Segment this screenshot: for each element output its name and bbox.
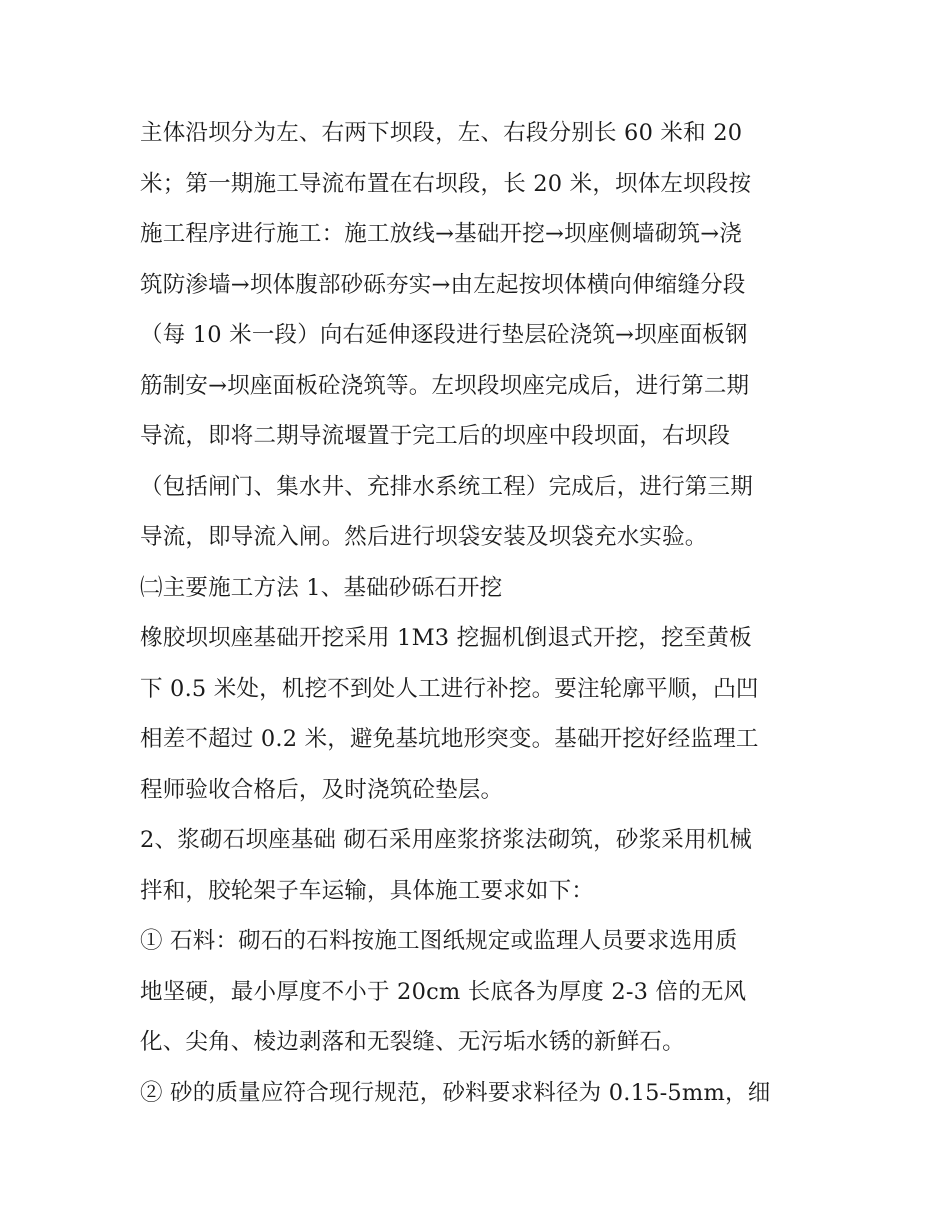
text-line: 相差不超过 0.2 米，避免基坑地形突变。基础开挖好经监理工: [140, 726, 759, 752]
text-line: 主体沿坝分为左、右两下坝段，左、右段分别长 60 米和 20: [140, 120, 743, 146]
text-line: （包括闸门、集水井、充排水系统工程）完成后，进行第三期: [140, 473, 753, 500]
text-line: 筋制安→坝座面板砼浇筑等。左坝段坝座完成后，进行第二期: [140, 372, 750, 399]
text-line: （每 10 米一段）向右延伸逐段进行垫层砼浇筑→坝座面板钢: [140, 322, 748, 348]
text-line: 下 0.5 米处，机挖不到处人工进行补挖。要注轮廓平顺，凸凹: [140, 675, 759, 702]
text-line: 米；第一期施工导流布置在右坝段，长 20 米，坝体左坝段按: [140, 170, 752, 197]
text-line: 筑防渗墙→坝体腹部砂砾夯实→由左起按坝体横向伸缩缝分段: [140, 271, 746, 298]
text-line: 导流，即导流入闸。然后进行坝袋安装及坝袋充水实验。: [140, 524, 708, 550]
text-line: 施工程序进行施工：施工放线→基础开挖→坝座侧墙砌筑→浇: [140, 221, 742, 247]
text-line: 化、尖角、棱边剥落和无裂缝、无污垢水锈的新鲜石。: [140, 1029, 685, 1055]
text-line: 橡胶坝坝座基础开挖采用 1M3 挖掘机倒退式开挖，挖至黄板: [140, 625, 752, 651]
text-line: 2、浆砌石坝座基础 砌石采用座浆挤浆法砌筑，砂浆采用机械: [140, 827, 753, 853]
section-heading-line: ㈡主要施工方法 1、基础砂砾石开挖: [140, 574, 503, 601]
text-line: 导流，即将二期导流堰置于完工后的坝座中段坝面，右坝段: [140, 423, 731, 449]
text-line: ② 砂的质量应符合现行规范，砂料要求料径为 0.15-5mm，细: [140, 1079, 771, 1106]
text-line: ① 石料：砌石的石料按施工图纸规定或监理人员要求选用质: [140, 928, 738, 954]
document-body: [140, 108, 820, 1118]
text-line: 地坚硬，最小厚度不小于 20cm 长底各为厚度 2-3 倍的无风: [140, 978, 747, 1005]
text-line: 拌和，胶轮架子车运输，具体施工要求如下：: [140, 877, 595, 904]
text-line: 程师验收合格后，及时浇筑砼垫层。: [140, 776, 504, 803]
